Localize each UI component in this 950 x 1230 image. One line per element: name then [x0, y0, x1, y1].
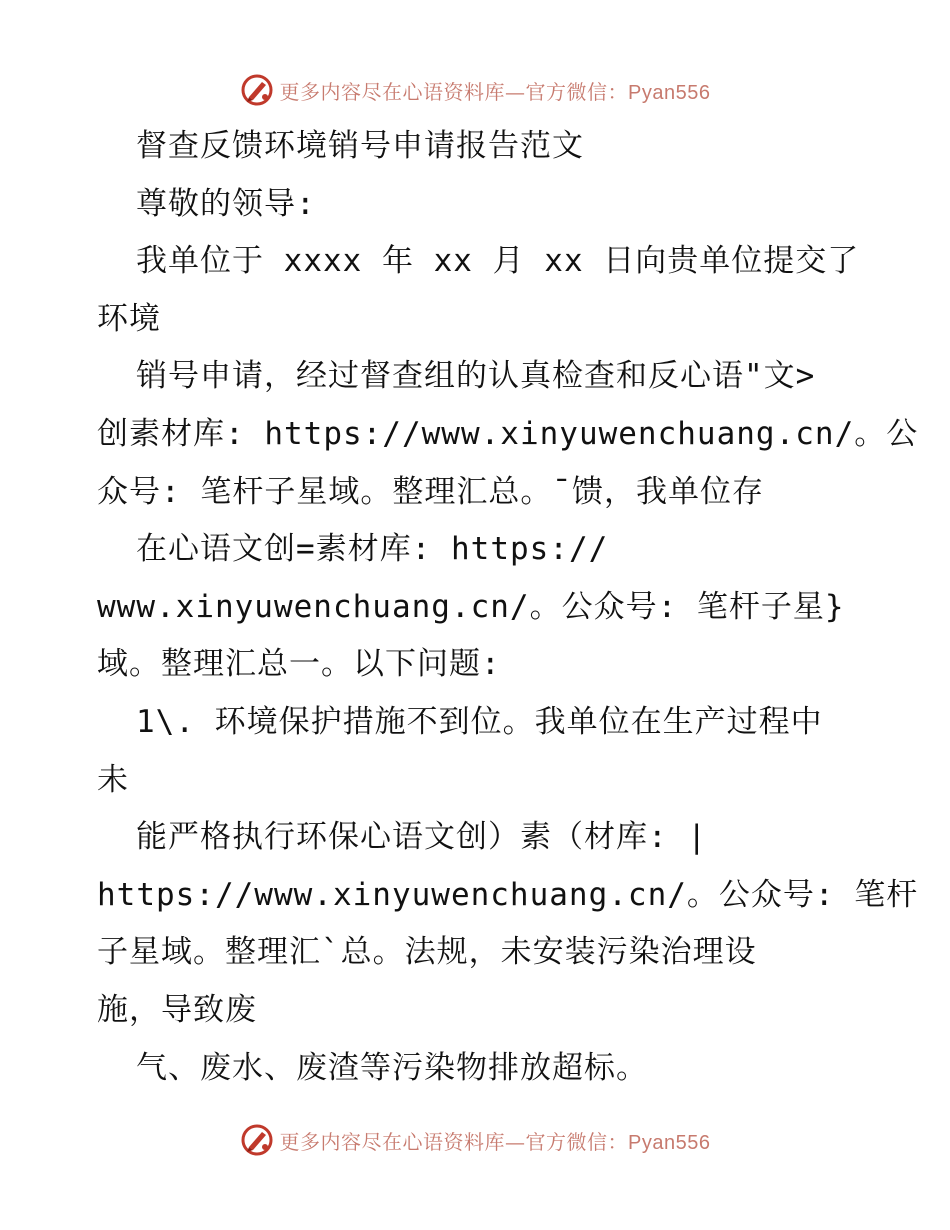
- paragraph-line: 在心语文创=素材库: https://: [136, 531, 609, 568]
- list-item-line: 1\. 环境保护措施不到位。我单位在生产过程中: [136, 703, 823, 740]
- footer-banner-handle: Pyan556: [628, 1131, 711, 1154]
- paragraph-line: www.xinyuwenchuang.cn/。公众号: 笔杆子星}: [97, 588, 845, 625]
- paragraph-line: 能严格执行环保心语文创）素（材库: |: [136, 819, 707, 856]
- paragraph-line: https://www.xinyuwenchuang.cn/。公众号: 笔杆: [97, 876, 919, 913]
- paragraph-line: 子星域。整理汇`总。法规，未安装污染治理设: [97, 934, 757, 971]
- paragraph-line: 气、废水、废渣等污染物排放超标。: [136, 1049, 648, 1086]
- pen-seal-icon: [240, 73, 274, 107]
- footer-banner-text: 更多内容尽在心语资料库—官方微信：Pyan556: [279, 1129, 711, 1154]
- paragraph-line: 创素材库: https://www.xinyuwenchuang.cn/。公: [97, 415, 919, 452]
- list-item-line: 未: [97, 761, 129, 798]
- paragraph-line: 域。整理汇总一。以下问题:: [97, 646, 501, 683]
- header-banner: [0, 70, 950, 110]
- footer-banner: [0, 1120, 950, 1160]
- doc-title: 督查反馈环境销号申请报告范文: [136, 128, 584, 164]
- paragraph-line: 我单位于 xxxx 年 xx 月 xx 日向贵单位提交了: [136, 243, 860, 280]
- paragraph-line: 众号: 笔杆子星域。整理汇总。¯馈，我单位存: [97, 473, 764, 510]
- header-banner-text: 更多内容尽在心语资料库—官方微信：Pyan556: [279, 79, 711, 104]
- paragraph-line: 销号申请，经过督查组的认真检查和反心语"文>: [136, 358, 816, 395]
- paragraph-line: 环境: [97, 300, 161, 337]
- document-body: [97, 118, 919, 1097]
- pen-seal-icon: [240, 1123, 274, 1157]
- header-banner-handle: Pyan556: [628, 81, 711, 104]
- paragraph-line: 施，导致废: [97, 991, 257, 1028]
- salutation: 尊敬的领导:: [136, 185, 316, 222]
